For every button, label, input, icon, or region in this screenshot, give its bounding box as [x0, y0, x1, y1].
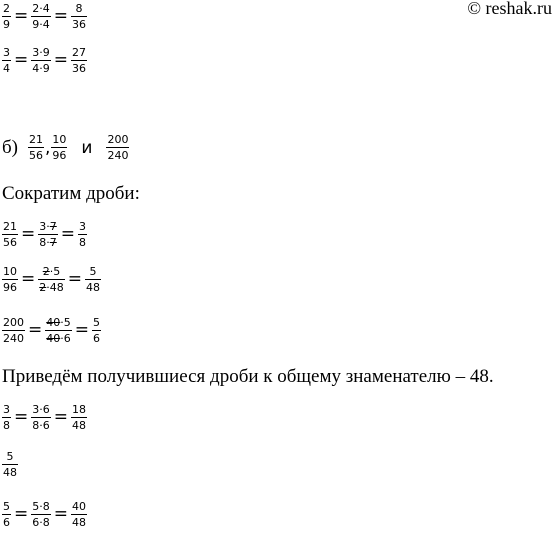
fraction [28, 133, 44, 162]
denominator: 6 [3, 516, 10, 529]
numerator: 3 [3, 46, 10, 59]
equation-r2 [2, 265, 101, 294]
denominator: 36 [72, 62, 86, 75]
denominator: 96 [52, 149, 67, 162]
denominator [38, 234, 58, 249]
denominator: 96 [3, 281, 17, 294]
numerator: 21 [3, 220, 17, 233]
equals-sign: = [14, 50, 29, 70]
equals-sign: = [14, 407, 29, 427]
equals-sign: = [60, 224, 75, 244]
cancelled-factor: 40 [46, 316, 61, 329]
denominator: 240 [3, 332, 24, 345]
denominator: 48 [3, 466, 17, 479]
fraction [2, 46, 11, 75]
numerator: 5·8 [32, 500, 50, 513]
equals-sign: = [53, 50, 68, 70]
denominator: 4 [3, 62, 10, 75]
fraction [71, 2, 87, 31]
watermark: © reshak.ru [467, 0, 552, 18]
numerator [42, 265, 62, 279]
numerator: 27 [72, 46, 86, 59]
cancelled-factor: 7 [49, 220, 57, 233]
denominator: 48 [72, 419, 86, 432]
denominator: 48 [86, 281, 100, 294]
denominator: 36 [72, 18, 86, 31]
denominator [38, 279, 65, 294]
numerator: 200 [3, 316, 24, 329]
denominator: 6 [93, 332, 100, 345]
fraction [51, 133, 67, 162]
fraction [85, 265, 101, 294]
numerator: 2 [3, 2, 10, 15]
common-denominator-text: Приведём получившиеся дроби к общему знаменателю – 48. [2, 366, 494, 387]
equals-sign: = [53, 6, 68, 26]
numerator: 10 [52, 133, 67, 146]
fraction [92, 316, 101, 345]
equals-sign: = [14, 504, 29, 524]
numerator-part: ·5 [49, 265, 61, 278]
equals-sign: = [53, 407, 68, 427]
fraction [31, 2, 51, 31]
denominator: 56 [3, 236, 17, 249]
numerator: 21 [29, 133, 43, 146]
denominator: 9 [3, 18, 10, 31]
equals-sign: = [74, 320, 89, 340]
fraction [31, 500, 51, 529]
denominator-part: ·48 [46, 281, 64, 294]
fraction [78, 220, 87, 249]
equals-sign: = [21, 269, 36, 289]
equals-sign: = [21, 224, 36, 244]
denominator: 4·9 [32, 62, 50, 75]
numerator: 3·6 [32, 403, 50, 416]
cancelled-factor: 7 [49, 236, 57, 249]
equation-r3 [2, 316, 101, 345]
numerator: 5 [89, 265, 97, 278]
equation-a2 [2, 46, 87, 75]
fraction-cancel [38, 265, 65, 294]
fraction [2, 220, 18, 249]
numerator: 18 [72, 403, 86, 416]
numerator: 5 [93, 316, 100, 329]
denominator: 8 [79, 236, 86, 249]
equation-c3 [2, 500, 87, 529]
fraction [2, 500, 11, 529]
numerator-part: ·5 [60, 316, 71, 329]
denominator: 8·6 [32, 419, 50, 432]
fraction [2, 403, 11, 432]
equals-sign: = [28, 320, 43, 340]
fraction [31, 403, 51, 432]
denominator: 48 [72, 516, 86, 529]
numerator [45, 316, 72, 330]
cancelled-factor: 2 [42, 265, 50, 278]
fraction-cancel [38, 220, 58, 249]
equals-sign: = [53, 504, 68, 524]
cancelled-factor: 2 [39, 281, 47, 294]
conjunction-and: и [81, 137, 93, 158]
numerator: 10 [3, 265, 17, 278]
numerator-part: 3· [39, 220, 50, 233]
fraction [2, 450, 18, 479]
denominator: 9·4 [32, 18, 50, 31]
denominator: 6·8 [32, 516, 50, 529]
numerator: 200 [107, 133, 129, 146]
fraction [71, 403, 87, 432]
section-label: б) [2, 136, 18, 158]
denominator: 240 [107, 149, 129, 162]
section-b-header [2, 133, 129, 162]
equals-sign: = [14, 6, 29, 26]
numerator: 3·9 [32, 46, 50, 59]
denominator: 56 [29, 149, 43, 162]
numerator: 3 [3, 403, 10, 416]
fraction [31, 46, 51, 75]
numerator: 5 [3, 500, 10, 513]
fraction [2, 2, 11, 31]
numerator [38, 220, 58, 234]
fraction [106, 133, 129, 162]
equation-a1 [2, 2, 87, 31]
fraction [71, 500, 87, 529]
cancelled-factor: 40 [46, 332, 61, 345]
denominator-part: 8· [39, 236, 50, 249]
fraction [2, 265, 18, 294]
denominator: 8 [3, 419, 10, 432]
equation-c1 [2, 403, 87, 432]
equation-c2 [2, 450, 18, 479]
numerator: 5 [6, 450, 14, 463]
fraction [71, 46, 87, 75]
denominator [45, 330, 72, 345]
reduce-heading: Сократим дроби: [2, 183, 140, 204]
numerator: 2·4 [32, 2, 50, 15]
fraction-cancel [45, 316, 72, 345]
numerator: 3 [79, 220, 86, 233]
comma: , [45, 138, 51, 158]
numerator: 8 [75, 2, 83, 15]
equals-sign: = [67, 269, 82, 289]
equation-r1 [2, 220, 87, 249]
fraction [2, 316, 25, 345]
denominator-part: ·6 [60, 332, 71, 345]
numerator: 40 [72, 500, 86, 513]
